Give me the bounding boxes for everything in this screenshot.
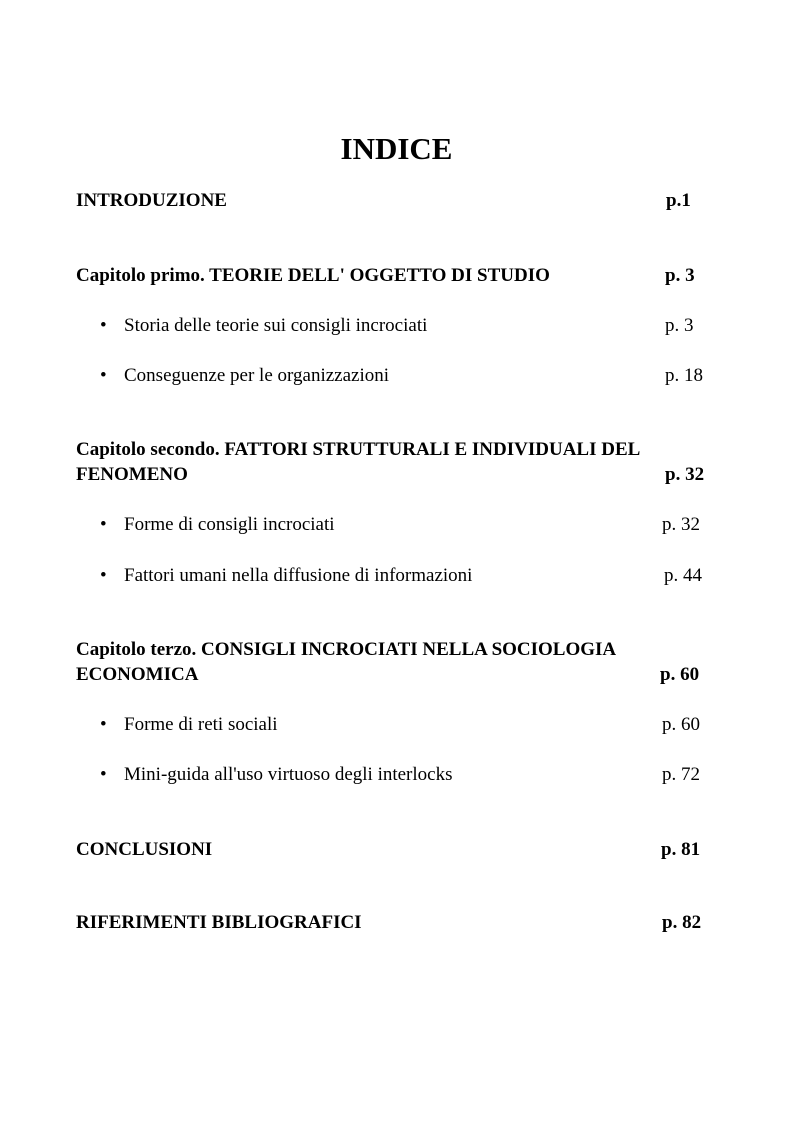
page-title: INDICE: [340, 131, 453, 166]
toc-entry-capitolo-secondo[interactable]: Capitolo secondo. FATTORI STRUTTURALI E INDIVIDUALI DEL: [76, 439, 641, 460]
toc-page-riferimenti: p. 82: [662, 912, 702, 933]
toc-entry-conclusioni[interactable]: CONCLUSIONI: [76, 839, 213, 860]
toc-page-mini-guida: p. 72: [662, 764, 700, 785]
toc-entry-capitolo-primo[interactable]: Capitolo primo. TEORIE DELL' OGGETTO DI STUDIO: [76, 265, 550, 286]
toc-page-capitolo-secondo: p. 32: [665, 464, 705, 485]
toc-subentry-forme-consigli[interactable]: Forme di consigli incrociati: [124, 514, 335, 535]
toc-page-capitolo-primo: p. 3: [665, 265, 695, 286]
toc-entry-capitolo-secondo-cont[interactable]: FENOMENO: [76, 464, 188, 485]
toc-page-forme-consigli: p. 32: [662, 514, 700, 535]
toc-entry-introduzione[interactable]: INTRODUZIONE: [76, 190, 227, 211]
toc-subentry-mini-guida[interactable]: Mini-guida all'uso virtuoso degli interlocks: [124, 764, 453, 785]
bullet-icon: •: [100, 315, 107, 336]
toc-subentry-forme-reti[interactable]: Forme di reti sociali: [124, 714, 278, 735]
toc-subentry-conseguenze[interactable]: Conseguenze per le organizzazioni: [124, 365, 390, 386]
toc-entry-riferimenti[interactable]: RIFERIMENTI BIBLIOGRAFICI: [76, 912, 362, 933]
toc-page-introduzione: p.1: [666, 190, 691, 211]
toc-entry-capitolo-terzo-cont[interactable]: ECONOMICA: [76, 664, 199, 685]
toc-page-forme-reti: p. 60: [662, 714, 700, 735]
bullet-icon: •: [100, 514, 107, 535]
toc-page-fattori-umani: p. 44: [664, 565, 702, 586]
toc-subentry-storia[interactable]: Storia delle teorie sui consigli incrociati: [124, 315, 428, 336]
bullet-icon: •: [100, 365, 107, 386]
toc-entry-capitolo-terzo[interactable]: Capitolo terzo. CONSIGLI INCROCIATI NELLA SOCIOLOGIA: [76, 639, 617, 660]
bullet-icon: •: [100, 565, 107, 586]
bullet-icon: •: [100, 764, 107, 785]
toc-page-conclusioni: p. 81: [661, 839, 701, 860]
toc-subentry-fattori-umani[interactable]: Fattori umani nella diffusione di informazioni: [124, 565, 473, 586]
toc-page-capitolo-terzo: p. 60: [660, 664, 700, 685]
bullet-icon: •: [100, 714, 107, 735]
toc-page-storia: p. 3: [665, 315, 694, 336]
toc-page-conseguenze: p. 18: [665, 365, 703, 386]
